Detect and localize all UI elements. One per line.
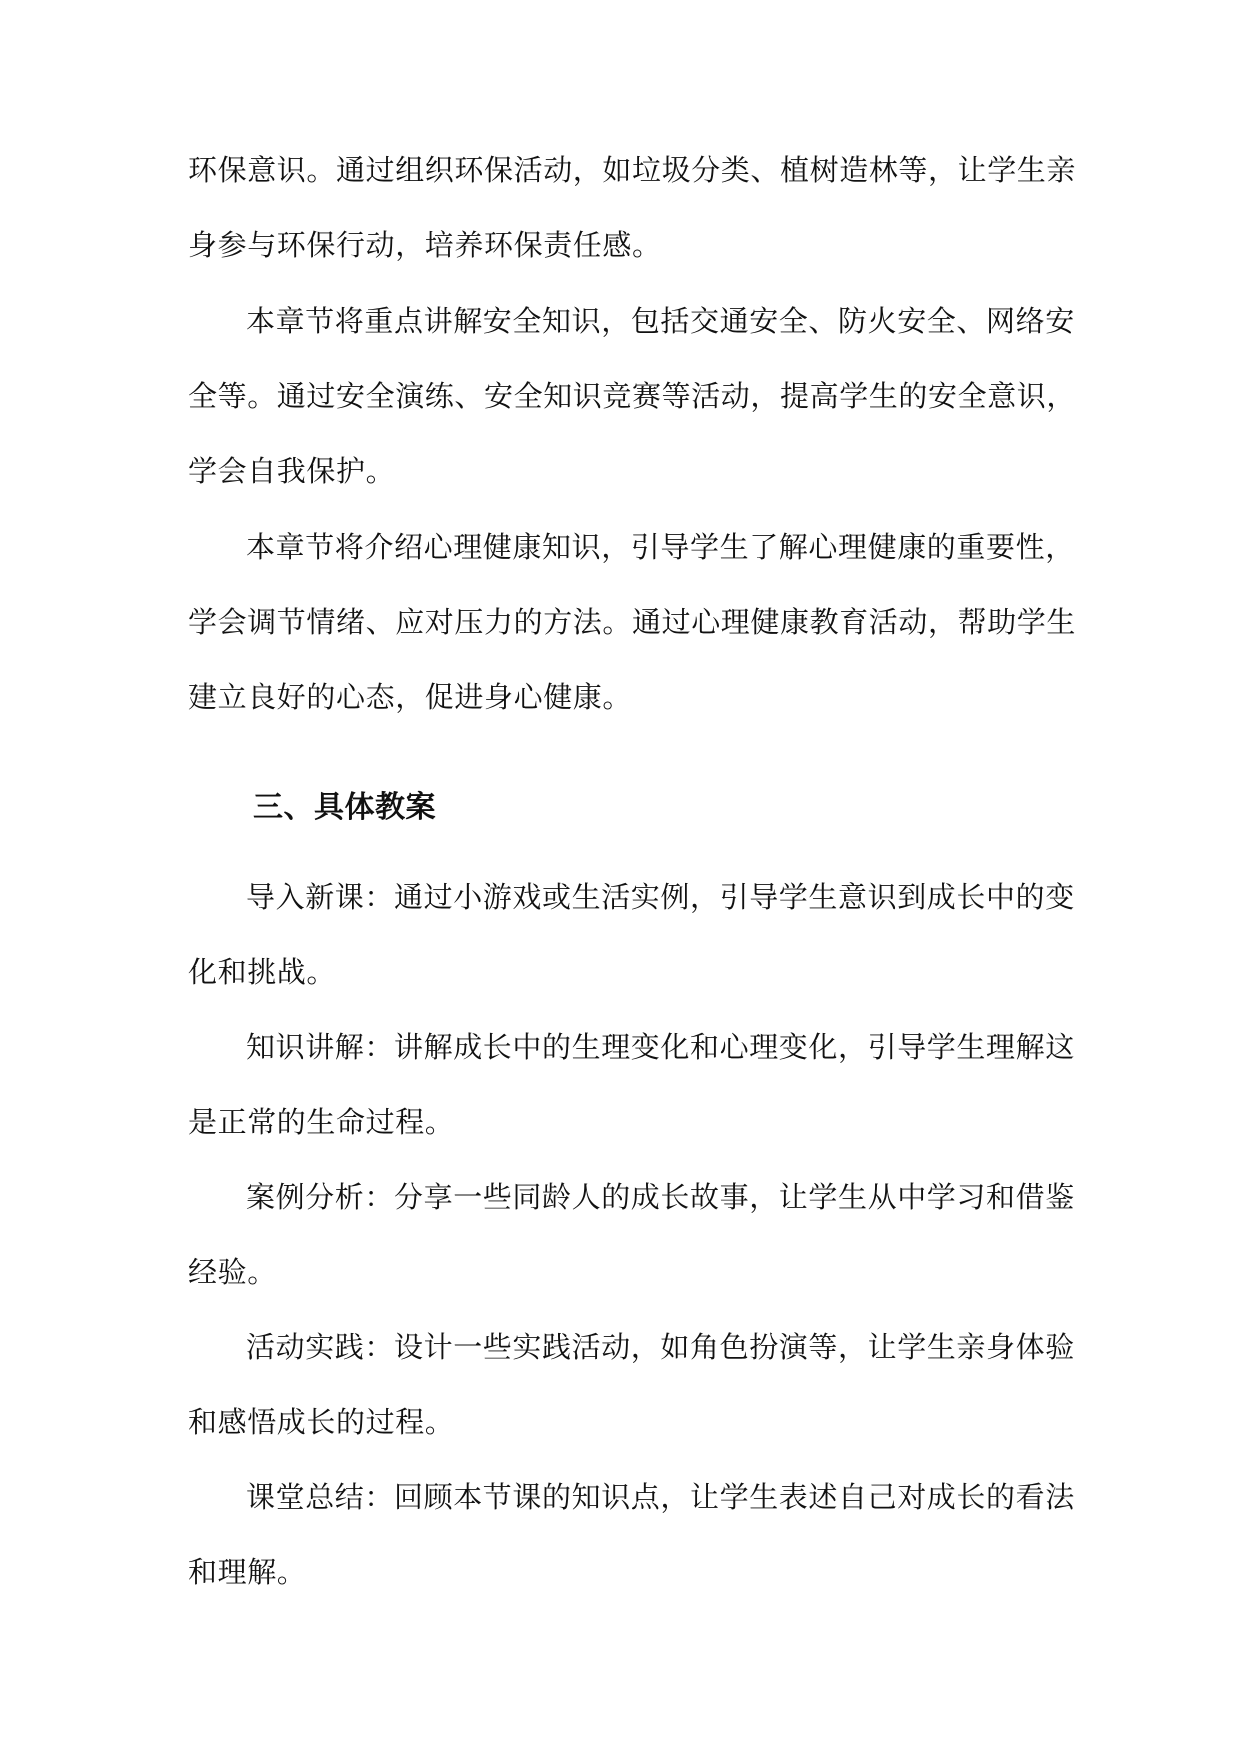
paragraph-line: 知识讲解：讲解成长中的生理变化和心理变化，引导学生理解这 — [246, 1030, 1075, 1064]
paragraph-line: 经验。 — [188, 1255, 277, 1289]
paragraph-line: 案例分析：分享一些同龄人的成长故事，让学生从中学习和借鉴 — [246, 1180, 1075, 1214]
paragraph-line: 化和挑战。 — [188, 955, 337, 989]
paragraph-line: 全等。通过安全演练、安全知识竞赛等活动，提高学生的安全意识， — [188, 379, 1077, 413]
paragraph-line: 学会自我保护。 — [188, 454, 396, 488]
paragraph-line: 活动实践：设计一些实践活动，如角色扮演等，让学生亲身体验 — [246, 1330, 1075, 1364]
paragraph-line: 是正常的生命过程。 — [188, 1105, 455, 1139]
paragraph-line: 和理解。 — [188, 1555, 307, 1589]
paragraph-line: 课堂总结：回顾本节课的知识点，让学生表述自己对成长的看法 — [246, 1480, 1075, 1514]
paragraph-line: 和感悟成长的过程。 — [188, 1405, 455, 1439]
section-heading: 三、具体教案 — [253, 790, 436, 825]
paragraph-line: 建立良好的心态，促进身心健康。 — [188, 680, 633, 714]
paragraph-line: 导入新课：通过小游戏或生活实例，引导学生意识到成长中的变 — [246, 880, 1075, 914]
paragraph-line: 环保意识。通过组织环保活动，如垃圾分类、植树造林等，让学生亲 — [188, 153, 1077, 187]
paragraph-line: 本章节将重点讲解安全知识，包括交通安全、防火安全、网络安 — [246, 304, 1075, 338]
paragraph-line: 身参与环保行动，培养环保责任感。 — [188, 228, 662, 262]
paragraph-line: 本章节将介绍心理健康知识，引导学生了解心理健康的重要性， — [246, 530, 1075, 564]
paragraph-line: 学会调节情绪、应对压力的方法。通过心理健康教育活动，帮助学生 — [188, 605, 1077, 639]
